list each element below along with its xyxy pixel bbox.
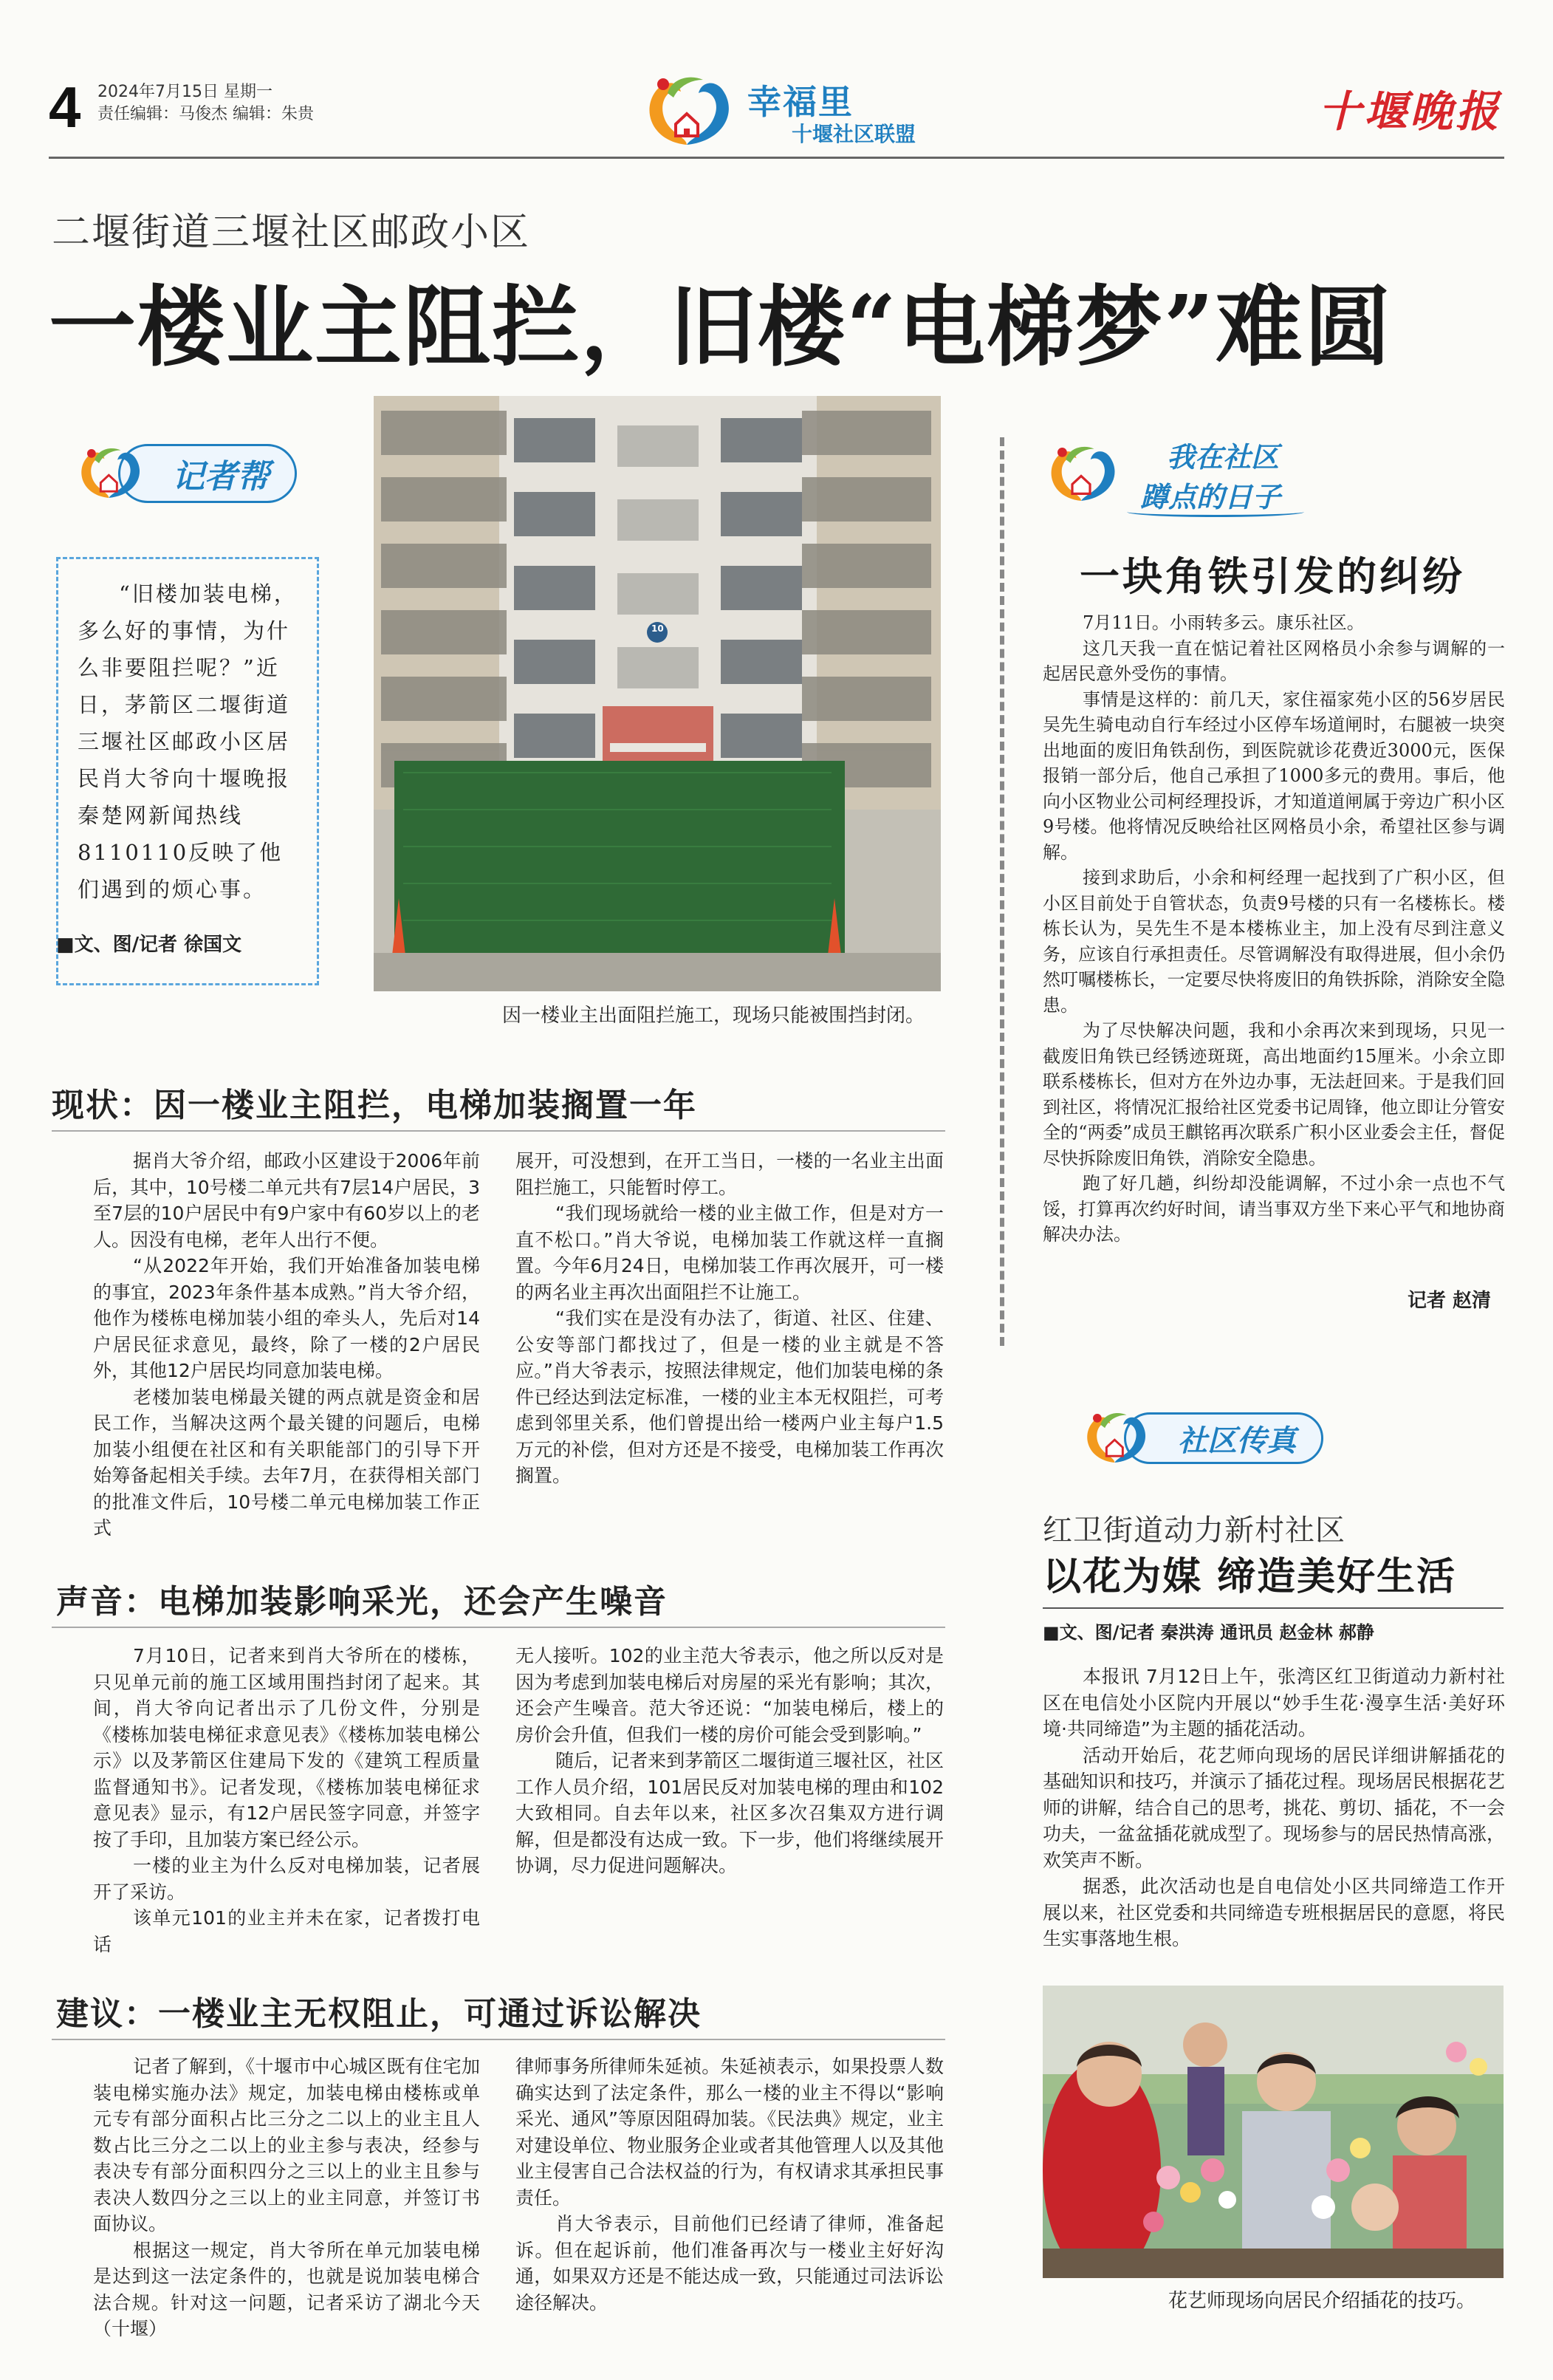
happiness-logo-icon <box>635 71 746 152</box>
paragraph: 一楼的业主为什么反对电梯加装，记者展开了采访。 <box>93 1855 480 1903</box>
voices-column-1 <box>93 1643 480 1957</box>
paragraph: 肖大爷表示，目前他们已经请了律师，准备起诉。但在起诉前，他们准备再次与一楼业主好好沟通，如果双方还是不能达成一致，只能通过司法诉讼途径解决。 <box>515 2213 944 2314</box>
issue-date: 2024年7月15日 星期一 <box>97 83 272 101</box>
paragraph: 无人接听。102的业主范大爷表示，他之所以反对是因为考虑到加装电梯后对房屋的采光有影响；其次，还会产生噪音。范大爷还说：“加装电梯后，楼上的房价会升值，但我们一楼的房价可能会受到影响。” <box>515 1645 944 1745</box>
paragraph: “从2022年开始，我们开始准备加装电梯的事宜，2023年条件基本成熟。”肖大爷介绍，他作为楼栋电梯加装小组的牵头人，先后对14户居民征求意见，最终，除了一楼的2户居民外，其他12户居民均同意加装电梯。 <box>93 1255 480 1381</box>
paragraph: 事情是这样的：前几天，家住福家苑小区的56岁居民吴先生骑电动自行车经过小区停车场道闸时，右腿被一块突出地面的废旧角铁刮伤，到医院就诊花费近3000元，医保报销一部分后，他自己承担了1000多元的费用。事后，他向小区物业公司柯经理投诉，才知道道闸属于旁边广积小区9号楼。他将情况反映给社区网格员小余，希望社区参与调解。 <box>1043 688 1505 863</box>
voices-column-2 <box>515 1643 944 1879</box>
happiness-logo-icon <box>1040 437 1128 511</box>
news-headline: 以花为媒 缔造美好生活 <box>1043 1554 1457 1599</box>
advice-column-2 <box>515 2054 944 2316</box>
badge-label: 社区传真 <box>1124 1412 1323 1464</box>
section-heading-status: 现状：因一楼业主阻拦，电梯加装搁置一年 <box>52 1087 697 1124</box>
brand-subtitle: 十堰社区联盟 <box>792 122 916 146</box>
status-column-1 <box>93 1148 480 1542</box>
paragraph: 为了尽快解决问题，我和小余再次来到现场，只见一截废旧角铁已经锈迹斑斑，高出地面约15厘米。小余立即联系楼栋长，但对方在外边办事，无法赶回来。于是我们回到社区，将情况汇报给社区党委书记周锋，他立即让分管安全的“两委”成员王麒铭再次联系广积小区业委会主任，督促尽快拆除废旧角铁，消除安全隐患。 <box>1043 1020 1505 1169</box>
badge-label: 记者帮 <box>118 444 297 503</box>
advice-column-1 <box>93 2054 480 2342</box>
intro-text: “旧楼加装电梯，多么好的事情，为什么非要阻拦呢？”近日，茅箭区二堰街道三堰社区邮政小区居民肖大爷向十堰晚报秦楚网新闻热线8110110反映了他们遇到的烦心事。 <box>78 581 298 902</box>
paragraph: 7月11日。小雨转多云。康乐社区。 <box>1083 612 1365 633</box>
intro-box <box>56 557 319 985</box>
building-number: 10 <box>651 623 664 634</box>
paragraph: 跑了好几趟，纠纷却没能调解，不过小余一点也不气馁，打算再次约好时间，请当事双方坐下来心平气和地协商解决办法。 <box>1043 1173 1505 1245</box>
badge-underline <box>1127 507 1304 517</box>
paragraph: 记者了解到，《十堰市中心城区既有住宅加装电梯实施办法》规定，加装电梯由楼栋或单元专有部分面积占比三分之二以上的业主且人数占比三分之二以上的业主参与表决，经参与表决专有部分面积四分之三以上的业主且参与表决人数四分之三以上的业主同意，并签订书面协议。 <box>93 2056 480 2234</box>
paragraph: 这几天我一直在惦记着社区网格员小余参与调解的一起居民意外受伤的事情。 <box>1043 637 1505 684</box>
section-divider <box>52 1627 945 1628</box>
status-column-2 <box>515 1148 944 1489</box>
editor-credits: 责任编辑：马俊杰 编辑：朱贵 <box>97 105 314 123</box>
paragraph: 律师事务所律师朱延祯。朱延祯表示，如果投票人数确实达到了法定条件，那么一楼的业主不得以“影响采光、通风”等原因阻碍加装。《民法典》规定，业主对建设单位、物业服务企业或者其他管理人以及其他业主侵害自己合法权益的行为，有权请求其承担民事责任。 <box>515 2056 944 2209</box>
section-heading-voices: 声音：电梯加装影响采光，还会产生噪音 <box>56 1583 668 1621</box>
header-divider <box>49 157 1504 159</box>
paragraph: 展开，可没想到，在开工当日，一楼的一名业主出面阻拦施工，只能暂时停工。 <box>515 1150 944 1198</box>
news-body <box>1043 1663 1505 1952</box>
paragraph: 本报讯 7月12日上午，张湾区红卫街道动力新村社区在电信处小区院内开展以“妙手生花·漫享生活·美好环境·共同缔造”为主题的插花活动。 <box>1043 1666 1505 1740</box>
news-kicker: 红卫街道动力新村社区 <box>1043 1514 1345 1548</box>
lead-photo-caption: 因一楼业主出面阻拦施工，现场只能被围挡封闭。 <box>502 1005 925 1027</box>
paragraph: 老楼加装电梯最关键的两点就是资金和居民工作，当解决这两个最关键的问题后，电梯加装小组便在社区和有关职能部门的引导下开始筹备起相关手续。去年7月，在获得相关部门的批准文件后，10号楼二单元电梯加装工作正式 <box>93 1386 480 1539</box>
diary-title: 一块角铁引发的纠纷 <box>1080 553 1465 600</box>
section-divider <box>52 1130 945 1132</box>
news-photo <box>1043 1986 1504 2278</box>
section-heading-advice: 建议：一楼业主无权阻止，可通过诉讼解决 <box>56 1995 702 2033</box>
paragraph: 活动开始后，花艺师向现场的居民详细讲解插花的基础知识和技巧，并演示了插花过程。现场居民根据花艺师的讲解，结合自己的思考，挑花、剪切、插花，不一会功夫，一盆盆插花就成型了。现场参与的居民热情高涨，欢笑声不断。 <box>1043 1744 1505 1871</box>
paragraph: 随后，记者来到茅箭区二堰街道三堰社区，社区工作人员介绍，101居民反对加装电梯的理由和102大致相同。自去年以来，社区多次召集双方进行调解，但是都没有达成一致。下一步，他们将继续展开协调，尽力促进问题解决。 <box>515 1750 944 1876</box>
paragraph: “我们现场就给一楼的业主做工作，但是对方一直不松口。”肖大爷说，电梯加装工作就这样一直搁置。今年6月24日，电梯加装工作再次展开，可一楼的两名业主再次出面阻拦不让施工。 <box>515 1203 944 1303</box>
header-meta <box>97 81 314 126</box>
paragraph: 7月10日，记者来到肖大爷所在的楼栋，只见单元前的施工区域用围挡封闭了起来。其间，肖大爷向记者出示了几份文件，分别是《楼栋加装电梯征求意见表》《楼栋加装电梯公示》以及茅箭区住建局下发的《建筑工程质量监督通知书》。记者发现，《楼栋加装电梯征求意见表》显示，有12户居民签字同意，并签字按了手印，且加装方案已经公示。 <box>93 1645 480 1850</box>
flower-arranging-photo-illustration <box>1043 1986 1504 2278</box>
diary-body <box>1043 610 1505 1248</box>
diary-signoff: 记者 赵清 <box>1408 1290 1492 1312</box>
page-number: 4 <box>49 75 81 140</box>
lead-headline: 一楼业主阻拦，旧楼“电梯梦”难圆 <box>49 276 1393 378</box>
paragraph: 据悉，此次活动也是自电信处小区共同缔造工作开展以来，社区党委和共同缔造专班根据居民的意愿，将民生实事落地生根。 <box>1043 1875 1505 1949</box>
happiness-logo-icon <box>1077 1405 1158 1471</box>
paragraph: “我们实在是没有办法了，街道、社区、住建、公安等部门都找过了，但是一楼的业主就是不答应。”肖大爷表示，按照法律规定，他们加装电梯的条件已经达到法定标准，一楼的业主本无权阻拦，可考虑到邻里关系，他们曾提出给一楼两户业主每户1.5万元的补偿，但对方还是不接受，电梯加装工作再次搁置。 <box>515 1307 944 1486</box>
lead-photo <box>374 396 941 991</box>
diary-badge <box>1040 433 1320 522</box>
paragraph: 该单元101的业主并未在家，记者拨打电话 <box>93 1907 480 1955</box>
newspaper-masthead: 十堰晚报 <box>1317 86 1501 137</box>
paragraph: 根据这一规定，肖大爷所在单元加装电梯是达到这一法定条件的，也就是说加装电梯合法合规。针对这一问题，记者采访了湖北今天（十堰） <box>93 2239 480 2339</box>
paragraph: 据肖大爷介绍，邮政小区建设于2006年前后，其中，10号楼二单元共有7层14户居民，3至7层的10户居民中有9户家中有60岁以上的老人。因没有电梯，老年人出行不便。 <box>93 1150 480 1251</box>
diary-badge-line-2: 蹲点的日子 <box>1140 480 1281 513</box>
happiness-logo-icon <box>71 440 152 507</box>
community-news-badge <box>1077 1405 1323 1471</box>
lead-byline: ■文、图/记者 徐国文 <box>56 934 242 956</box>
lead-kicker: 二堰街道三堰社区邮政小区 <box>52 211 531 255</box>
section-brand <box>635 71 945 152</box>
section-divider <box>52 2039 945 2040</box>
column-divider <box>1000 437 1004 1346</box>
news-divider <box>1043 1607 1504 1609</box>
diary-badge-line-1: 我在社区 <box>1167 440 1280 473</box>
building-photo-illustration <box>374 396 941 991</box>
paragraph: 接到求助后，小余和柯经理一起找到了广积小区，但小区目前处于自管状态，负责9号楼的只有一名楼栋长。楼栋长认为，吴先生不是本楼栋业主，加上没有尽到注意义务，应该自行承担责任。尽管调解没有取得进展，但小余仍然叮嘱楼栋长，一定要尽快将废旧的角铁拆除，消除安全隐患。 <box>1043 867 1505 1016</box>
news-photo-caption: 花艺师现场向居民介绍插花的技巧。 <box>1168 2290 1476 2312</box>
news-byline: ■文、图/记者 秦洪涛 通讯员 赵金林 郝静 <box>1043 1622 1374 1643</box>
brand-title: 幸福里 <box>747 82 854 122</box>
reporter-help-badge <box>71 440 297 507</box>
